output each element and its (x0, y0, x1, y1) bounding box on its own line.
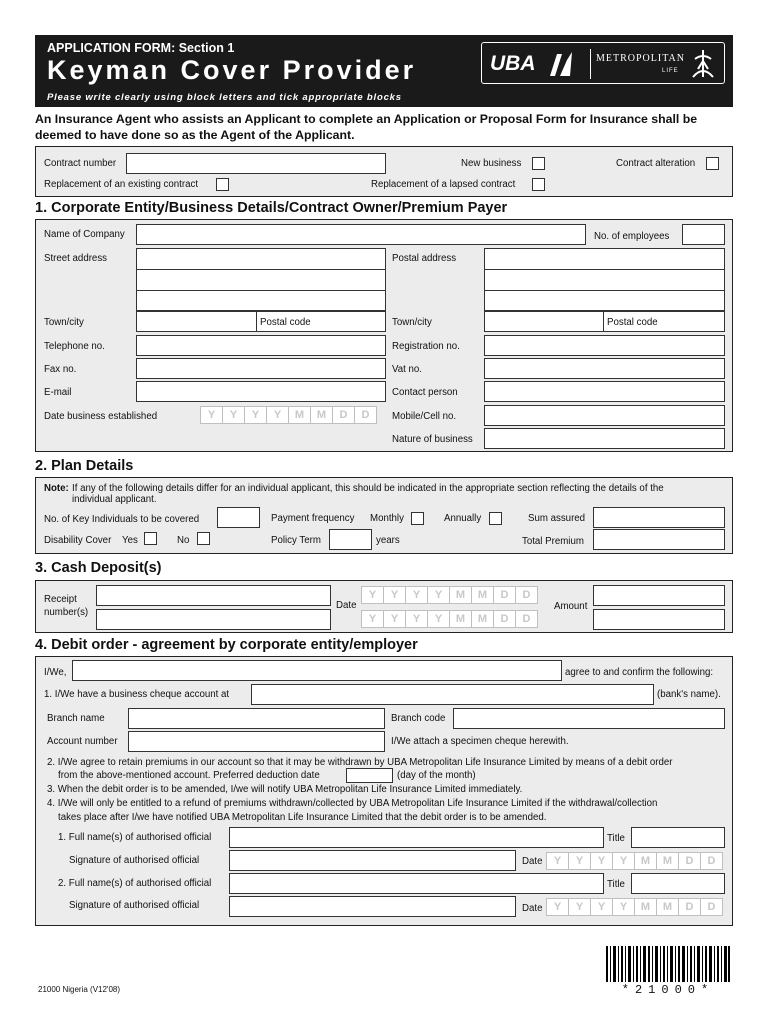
banks-name-label: (bank's name). (657, 689, 721, 700)
new-business-checkbox[interactable] (532, 157, 545, 170)
logo-uba-text: UBA (490, 52, 536, 75)
fax-input[interactable] (136, 358, 386, 379)
date-char-year: Y (244, 406, 267, 424)
vat-label: Vat no. (392, 364, 422, 375)
date-char-year: Y (361, 586, 384, 604)
deposit-date-input-1[interactable] (361, 586, 537, 604)
deposit-date-label: Date (336, 600, 357, 611)
receipt-label-line1: Receipt (44, 594, 77, 605)
company-name-label: Name of Company (44, 229, 125, 240)
agreement-item3: 3. When the debit order is to be amended, I/we will notify UBA Metropolitan Life Insurance Limited immediately. (47, 784, 523, 795)
disability-yes-label: Yes (122, 535, 138, 546)
town-city-2-input[interactable] (484, 311, 725, 332)
telephone-label: Telephone no. (44, 341, 105, 352)
date-established-label: Date business established (44, 411, 158, 422)
deposit-date-input-2[interactable] (361, 610, 537, 628)
date-char-day: D (678, 898, 701, 916)
account-number-input[interactable] (128, 731, 385, 752)
street-line-2 (136, 290, 386, 291)
total-premium-input[interactable] (593, 529, 725, 550)
town-city-label: Town/city (44, 317, 84, 328)
date-char-day: D (332, 406, 355, 424)
company-logo (481, 42, 725, 84)
replacement-lapsed-label: Replacement of a lapsed contract (371, 179, 516, 190)
form-code: 21000 Nigeria (V12'08) (38, 985, 121, 994)
metropolitan-figure-icon (689, 47, 717, 81)
amount-input-2[interactable] (593, 609, 725, 630)
official1-title-label: Title (607, 833, 625, 844)
town-city-2-label: Town/city (392, 317, 432, 328)
barcode-number: *21000* (621, 983, 715, 997)
branch-code-label: Branch code (391, 713, 446, 724)
plan-details-panel (35, 477, 733, 554)
date-char-month: M (634, 852, 657, 870)
key-individuals-input[interactable] (217, 507, 260, 528)
official2-title-label: Title (607, 879, 625, 890)
official2-date-input[interactable] (546, 898, 722, 916)
disability-no-label: No (177, 535, 190, 546)
disability-yes-checkbox[interactable] (144, 532, 157, 545)
email-input[interactable] (136, 381, 386, 402)
amount-label: Amount (554, 601, 588, 612)
date-char-day: D (354, 406, 377, 424)
i-we-label: I/We, (44, 667, 67, 678)
official2-title-input[interactable] (631, 873, 725, 894)
logo-metropolitan-text: METROPOLITAN (596, 53, 685, 64)
agent-disclaimer: An Insurance Agent who assists an Applicant to complete an Application or Proposal Form for Insurance shall be deemed to have done so as the Agent of the Applicant. (35, 112, 698, 142)
note-label: Note: (44, 483, 69, 494)
postal-line-1 (484, 269, 725, 270)
date-char-year: Y (361, 610, 384, 628)
note-text-line2: individual applicant. (72, 494, 157, 505)
date-char-year: Y (568, 852, 591, 870)
official1-signature-label: Signature of authorised official (69, 855, 200, 866)
key-individuals-label: No. of Key Individuals to be covered (44, 514, 200, 525)
date-char-year: Y (612, 852, 635, 870)
fax-label: Fax no. (44, 364, 77, 375)
contract-alteration-label: Contract alteration (616, 158, 696, 169)
street-address-input[interactable] (136, 248, 386, 311)
date-char-day: D (493, 610, 516, 628)
replacement-existing-label: Replacement of an existing contract (44, 179, 199, 190)
email-label: E-mail (44, 387, 72, 398)
section3-heading: 3. Cash Deposit(s) (35, 560, 162, 576)
cash-deposit-panel (35, 580, 733, 633)
date-char-year: Y (590, 852, 613, 870)
contract-alteration-checkbox[interactable] (706, 157, 719, 170)
date-char-year: Y (405, 610, 428, 628)
section1-heading: 1. Corporate Entity/Business Details/Contract Owner/Premium Payer (35, 200, 508, 216)
postal-code-2-label: Postal code (607, 317, 658, 328)
amount-input-1[interactable] (593, 585, 725, 606)
bank-name-input[interactable] (251, 684, 654, 705)
date-char-year: Y (427, 610, 450, 628)
date-char-day: D (700, 852, 723, 870)
registration-label: Registration no. (392, 341, 460, 352)
section2-heading: 2. Plan Details (35, 458, 134, 474)
day-of-month-label: (day of the month) (397, 770, 476, 781)
registration-input[interactable] (484, 335, 725, 356)
street-address-label: Street address (44, 253, 108, 264)
date-char-day: D (678, 852, 701, 870)
date-char-month: M (288, 406, 311, 424)
annually-label: Annually (444, 513, 482, 524)
note-text-line1: If any of the following details differ for an individual applicant, this should be indicated in the appropriate section reflecting the details of the (72, 483, 664, 494)
date-char-year: Y (200, 406, 223, 424)
date-char-month: M (656, 852, 679, 870)
street-line-1 (136, 269, 386, 270)
contact-person-input[interactable] (484, 381, 725, 402)
postal-code-label: Postal code (260, 317, 311, 328)
town-postal-divider (256, 311, 257, 332)
date-char-day: D (515, 586, 538, 604)
account-number-label: Account number (47, 736, 118, 747)
employees-input[interactable] (682, 224, 725, 245)
date-char-day: D (515, 610, 538, 628)
agreement-item4-line1: 4. I/We will only be entitled to a refund of premiums withdrawn/collected by UBA Metropolitan Life Insurance Limited if the withdrawal/collection (47, 798, 658, 809)
branch-name-label: Branch name (47, 713, 105, 724)
replacement-lapsed-checkbox[interactable] (532, 178, 545, 191)
official1-date-label: Date (522, 856, 543, 867)
uba-mark-icon (546, 50, 576, 78)
receipt-number-input-2[interactable] (96, 609, 331, 630)
employees-label: No. of employees (594, 231, 670, 242)
payment-frequency-label: Payment frequency (271, 513, 355, 524)
telephone-input[interactable] (136, 335, 386, 356)
official1-title-input[interactable] (631, 827, 725, 848)
section4-heading: 4. Debit order - agreement by corporate entity/employer (35, 637, 418, 653)
agreement-item4-line2: takes place after I/we have notified UBA Metropolitan Life Insurance Limited that the debit order is to be amended. (58, 812, 547, 823)
form-section-title: APPLICATION FORM: Section 1 (47, 41, 235, 55)
cheque-account-label: 1. I/We have a business cheque account at (44, 689, 230, 700)
disability-cover-label: Disability Cover (44, 535, 112, 546)
nature-business-input[interactable] (484, 428, 725, 449)
official1-name-label: 1. Full name(s) of authorised official (58, 832, 212, 843)
date-char-year: Y (405, 586, 428, 604)
specimen-cheque-label: I/We attach a specimen cheque herewith. (391, 736, 569, 747)
mobile-label: Mobile/Cell no. (392, 411, 457, 422)
town-postal-2-divider (603, 311, 604, 332)
postal-address-input[interactable] (484, 248, 725, 311)
page-title: Keyman Cover Provider (47, 55, 417, 85)
date-char-year: Y (383, 586, 406, 604)
date-char-year: Y (590, 898, 613, 916)
date-char-year: Y (427, 586, 450, 604)
contract-number-input[interactable] (126, 153, 386, 174)
date-char-year: Y (383, 610, 406, 628)
disability-no-checkbox[interactable] (197, 532, 210, 545)
logo-life-text: LIFE (662, 68, 679, 74)
monthly-checkbox[interactable] (411, 512, 424, 525)
receipt-number-input-1[interactable] (96, 585, 331, 606)
date-char-month: M (656, 898, 679, 916)
receipt-label-line2: number(s) (44, 607, 89, 618)
date-char-month: M (471, 610, 494, 628)
date-char-month: M (310, 406, 333, 424)
corporate-details-panel (35, 219, 733, 452)
date-established-input[interactable] (200, 406, 376, 424)
mobile-input[interactable] (484, 405, 725, 426)
monthly-label: Monthly (370, 513, 404, 524)
replacement-existing-checkbox[interactable] (216, 178, 229, 191)
date-char-year: Y (612, 898, 635, 916)
official1-signature-input[interactable] (229, 850, 516, 871)
new-business-label: New business (461, 158, 522, 169)
sum-assured-input[interactable] (593, 507, 725, 528)
date-char-day: D (493, 586, 516, 604)
postal-address-label: Postal address (392, 253, 457, 264)
debit-order-panel (35, 656, 733, 926)
date-char-month: M (449, 610, 472, 628)
contract-panel (35, 146, 733, 197)
date-char-month: M (634, 898, 657, 916)
contact-person-label: Contact person (392, 387, 458, 398)
form-header (35, 35, 733, 107)
vat-input[interactable] (484, 358, 725, 379)
contract-number-label: Contract number (44, 158, 117, 169)
official1-name-input[interactable] (229, 827, 604, 848)
branch-name-input[interactable] (128, 708, 385, 729)
nature-business-label: Nature of business (392, 434, 473, 445)
sum-assured-label: Sum assured (528, 513, 586, 524)
form-instructions: Please write clearly using block letters and tick appropriate blocks (47, 92, 402, 103)
date-char-year: Y (546, 852, 569, 870)
barcode (606, 946, 730, 982)
official2-signature-input[interactable] (229, 896, 516, 917)
official2-date-label: Date (522, 903, 543, 914)
logo-divider (590, 49, 591, 79)
policy-term-input[interactable] (329, 529, 372, 550)
policy-term-label: Policy Term (271, 535, 321, 546)
official2-signature-label: Signature of authorised official (69, 900, 200, 911)
official2-name-label: 2. Full name(s) of authorised official (58, 878, 212, 889)
date-char-year: Y (222, 406, 245, 424)
date-char-day: D (700, 898, 723, 916)
date-char-year: Y (546, 898, 569, 916)
deduction-date-input[interactable] (346, 768, 393, 783)
date-char-year: Y (568, 898, 591, 916)
agreement-item2-line2: from the above-mentioned account. Preferred deduction date (58, 770, 320, 781)
date-char-year: Y (266, 406, 289, 424)
branch-code-input[interactable] (453, 708, 725, 729)
postal-line-2 (484, 290, 725, 291)
date-char-month: M (471, 586, 494, 604)
annually-checkbox[interactable] (489, 512, 502, 525)
date-char-month: M (449, 586, 472, 604)
official1-date-input[interactable] (546, 852, 722, 870)
applicant-name-input[interactable] (72, 660, 562, 681)
years-label: years (376, 535, 400, 546)
company-name-input[interactable] (136, 224, 586, 245)
agreement-item2-line1: 2. I/We agree to retain premiums in our account so that it may be withdrawn by UBA Metropolitan Life Insurance Limited by means of a debit order (47, 757, 673, 768)
agree-label: agree to and confirm the following: (565, 667, 714, 678)
total-premium-label: Total Premium (522, 536, 584, 547)
official2-name-input[interactable] (229, 873, 604, 894)
